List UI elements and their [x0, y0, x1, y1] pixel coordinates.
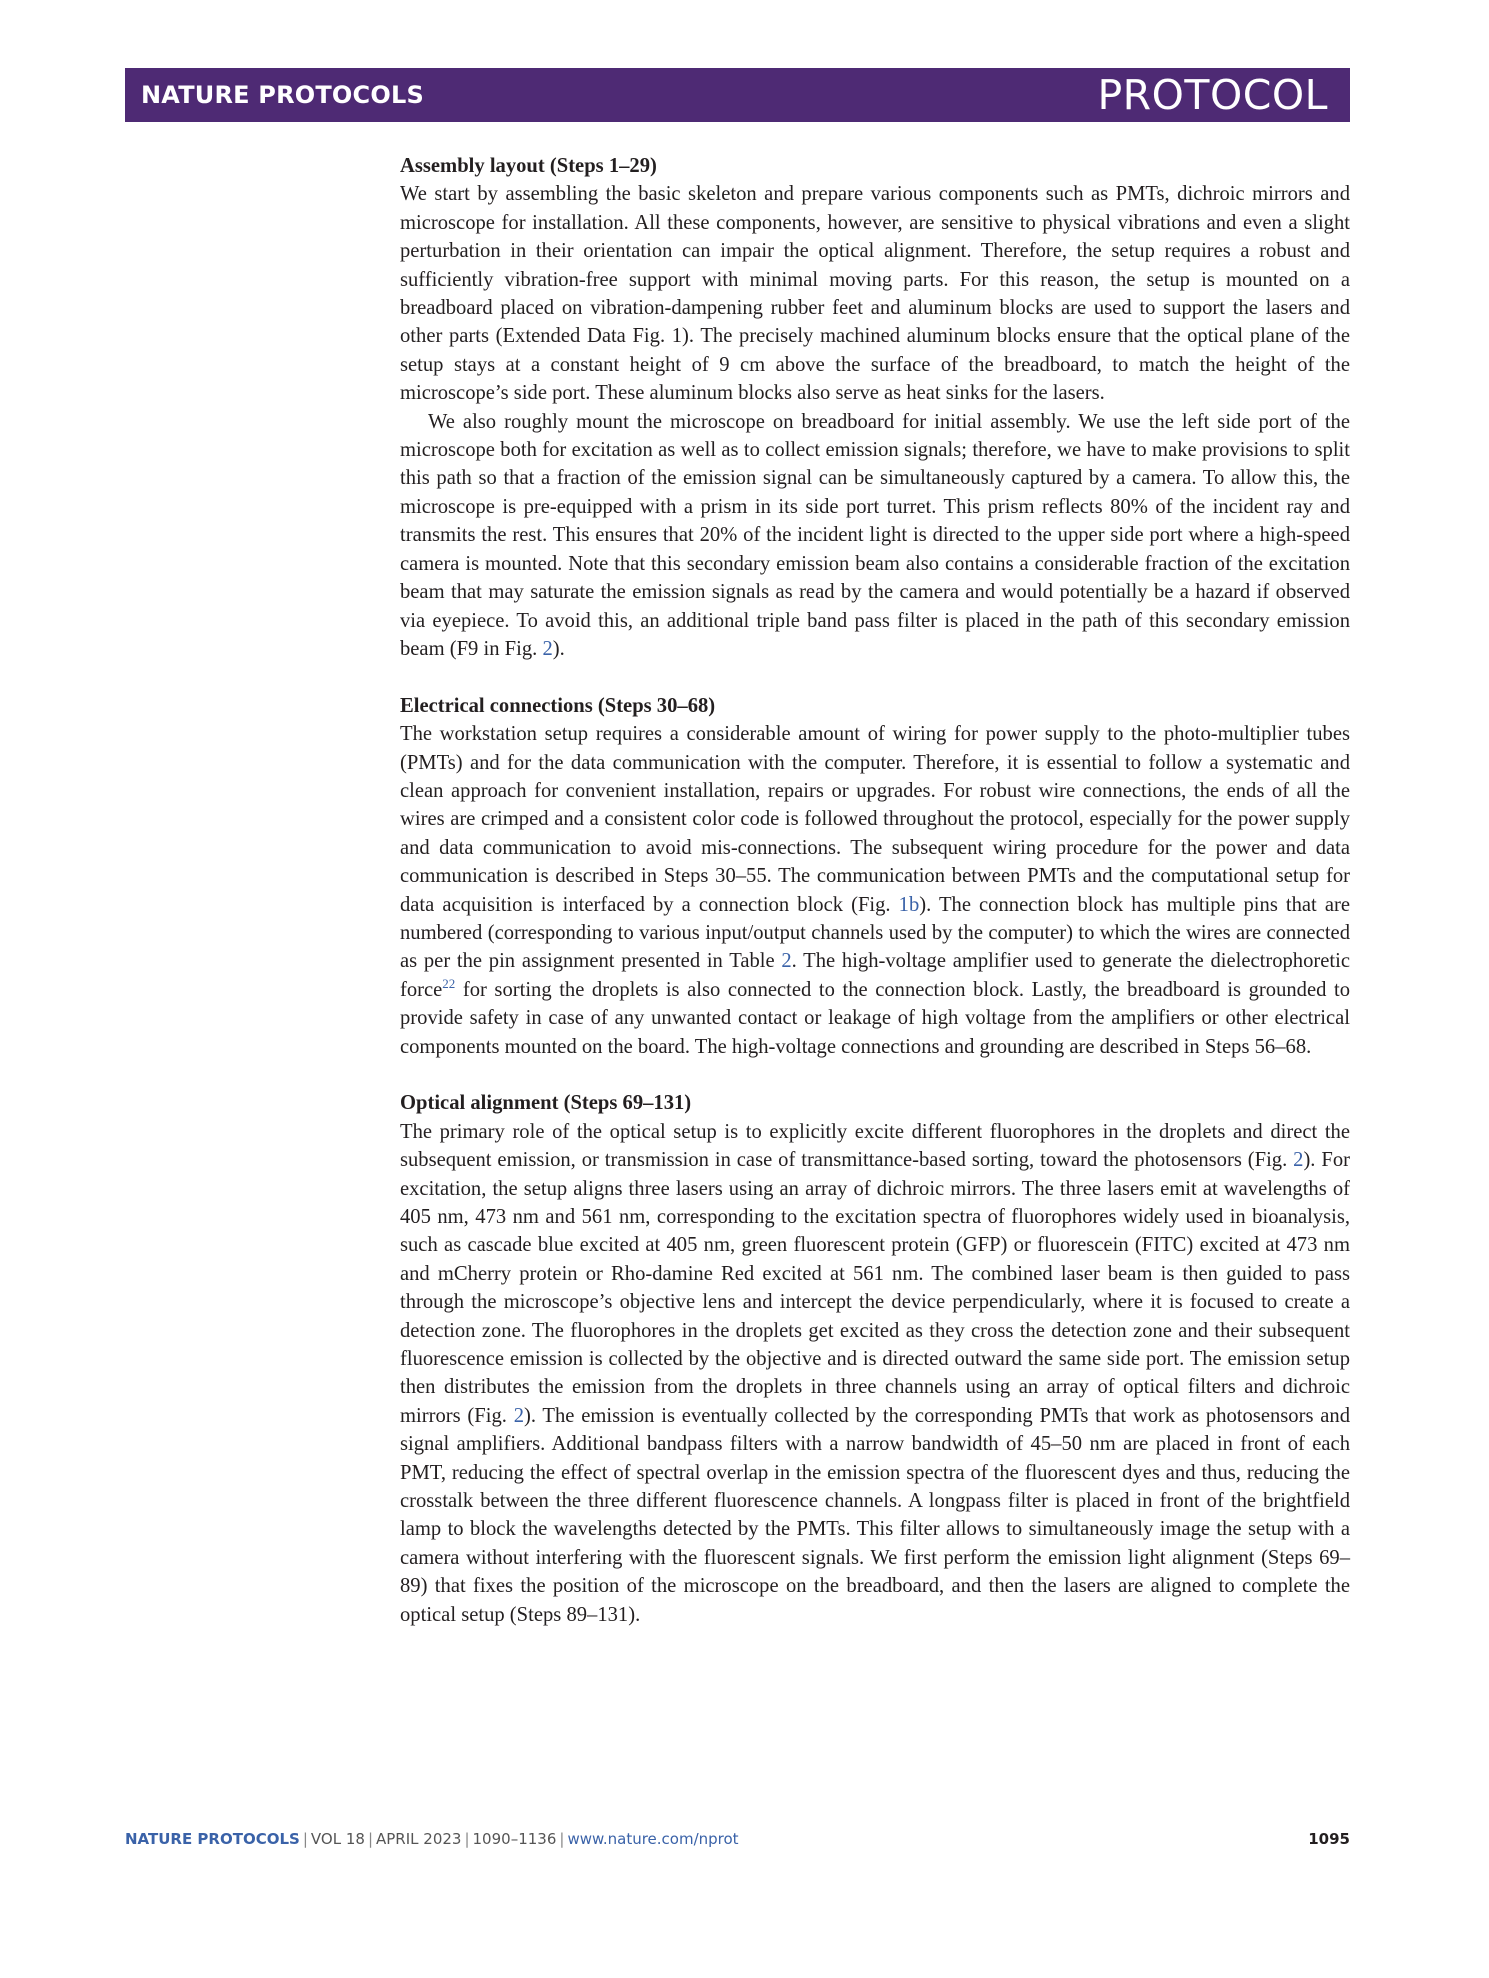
- figure-ref-link[interactable]: 2: [781, 950, 792, 973]
- article-body: [400, 152, 1350, 1657]
- body-paragraph: [400, 720, 1350, 1061]
- text-run: ). For excitation, the setup aligns three lasers using an array of dichroic mirrors. The three lasers emit at wavelengths of 405 nm, 473 nm and 561 nm, corresponding to the excitation spectra of fluorophores widely used in bioanalysis, such as cascade blue excited at 405 nm, green fluorescent protein (GFP) or fluorescein (FITC) excited at 473 nm and mCherry protein or Rho-damine Red excited at 561 nm. The combined laser beam is then guided to pass through the microscope’s objective lens and intercept the device perpendicularly, where it is focused to create a detection zone. The fluorophores in the droplets get excited as they cross the detection zone and their subsequent fluorescence emission is collected by the objective and is directed outward the same side port. The emission setup then distributes the emission from the droplets in three channels using an array of optical filters and dichroic mirrors (Fig.: [400, 1149, 1350, 1427]
- text-run: for sorting the droplets is also connected to the connection block. Lastly, the breadboard is grounded to provide safety in case of any unwanted contact or leakage of high voltage from the amplifiers or other electrical components mounted on the board. The high-voltage connections and grounding are described in Steps 56–68.: [400, 978, 1350, 1058]
- footer-journal: NATURE PROTOCOLS: [125, 1830, 300, 1848]
- superscript: [442, 976, 455, 991]
- text-run: ). The connection block has multiple pins that are numbered (corresponding to various input/output channels used by the computer) to which the wires are connected as per the pin assignment presented in Table: [400, 893, 1350, 973]
- citation-link[interactable]: 22: [442, 975, 456, 991]
- footer-url-link[interactable]: www.nature.com/nprot: [567, 1830, 739, 1848]
- footer-date: APRIL 2023: [376, 1830, 462, 1848]
- page-number: 1095: [1308, 1830, 1350, 1848]
- figure-ref-link[interactable]: 2: [1293, 1149, 1304, 1172]
- text-run: ).: [552, 637, 565, 660]
- figure-ref-link[interactable]: 1b: [898, 893, 920, 916]
- footer-volume: VOL 18: [310, 1830, 365, 1848]
- text-run: . The high-voltage amplifier used to generate the dielectrophoretic force: [400, 950, 1350, 1001]
- footer-separator: |: [464, 1830, 470, 1848]
- section: [400, 1089, 1350, 1629]
- footer-separator: |: [367, 1830, 373, 1848]
- text-run: The workstation setup requires a considerable amount of wiring for power supply to the photo-multiplier tubes (PMTs) and for the data communication with the computer. Therefore, it is essential to follow a systematic and clean approach for convenient installation, repairs or upgrades. For robust wire connections, the ends of all the wires are crimped and a consistent color code is followed throughout the protocol, especially for the power supply and data communication to avoid mis-connections. The subsequent wiring procedure for the power and data communication is described in Steps 30–55. The communication between PMTs and the computational setup for data acquisition is interfaced by a connection block (Fig.: [400, 723, 1350, 916]
- text-run: We also roughly mount the microscope on breadboard for initial assembly. We use the left side port of the microscope both for excitation as well as to collect emission signals; therefore, we have to make provisions to split this path so that a fraction of the emission signal can be simultaneously captured by a camera. To allow this, the microscope is pre-equipped with a prism in its side port turret. This prism reflects 80% of the incident ray and transmits the rest. This ensures that 20% of the incident light is directed to the upper side port where a high-speed camera is mounted. Note that this secondary emission beam also contains a considerable fraction of the excitation beam that may saturate the emission signals as read by the camera and would potentially be a hazard if observed via eyepiece. To avoid this, an additional triple band pass filter is placed in the path of this secondary emission beam (F9 in Fig.: [400, 410, 1350, 660]
- figure-ref-link[interactable]: 2: [513, 1404, 524, 1427]
- footer-separator: |: [302, 1830, 308, 1848]
- section-heading: Assembly layout (Steps 1–29): [400, 155, 657, 177]
- text-run: ). The emission is eventually collected by the corresponding PMTs that work as photosensors and signal amplifiers. Additional bandpass filters with a narrow bandwidth of 45–50 nm are placed in front of each PMT, reducing the effect of spectral overlap in the emission spectra of the fluorescent dyes and thus, reducing the crosstalk between the three different fluorescence channels. A longpass filter is placed in front of the brightfield lamp to block the wavelengths detected by the PMTs. This filter allows to simultaneously image the setup with a camera without interfering with the fluorescent signals. We first perform the emission light alignment (Steps 69–89) that fixes the position of the microscope on the breadboard, and then the lasers are aligned to complete the optical setup (Steps 89–131).: [400, 1404, 1350, 1626]
- section: [400, 692, 1350, 1061]
- body-paragraph: [400, 1118, 1350, 1629]
- section: [400, 152, 1350, 663]
- footer-pages: 1090–1136: [472, 1830, 557, 1848]
- section-heading: Optical alignment (Steps 69–131): [400, 1092, 692, 1115]
- body-paragraph: [400, 408, 1350, 664]
- footer-separator: |: [559, 1830, 565, 1848]
- page-footer: [125, 1830, 1350, 1854]
- section-heading: Electrical connections (Steps 30–68): [400, 694, 716, 717]
- figure-ref-link[interactable]: 2: [542, 637, 553, 660]
- journal-name: NATURE PROTOCOLS: [141, 81, 424, 109]
- text-run: The primary role of the optical setup is to explicitly excite different fluorophores in the droplets and direct the subsequent emission, or transmission in case of transmittance-based sorting, toward the photosensors (Fig.: [400, 1120, 1350, 1172]
- article-type: PROTOCOL: [1097, 71, 1328, 119]
- body-paragraph: [400, 180, 1350, 407]
- text-run: We start by assembling the basic skeleton and prepare various components such as PMTs, dichroic mirrors and microscope for installation. All these components, however, are sensitive to physical vibrations and even a slight perturbation in their orientation can impair the optical alignment. Therefore, the setup requires a robust and sufficiently vibration-free support with minimal moving parts. For this reason, the setup is mounted on a breadboard placed on vibration-dampening rubber feet and aluminum blocks are used to support the lasers and other parts (Extended Data Fig. 1). The precisely machined aluminum blocks ensure that the optical plane of the setup stays at a constant height of 9 cm above the surface of the breadboard, to match the height of the microscope’s side port. These aluminum blocks also serve as heat sinks for the lasers.: [400, 183, 1350, 405]
- header-banner: [125, 68, 1350, 122]
